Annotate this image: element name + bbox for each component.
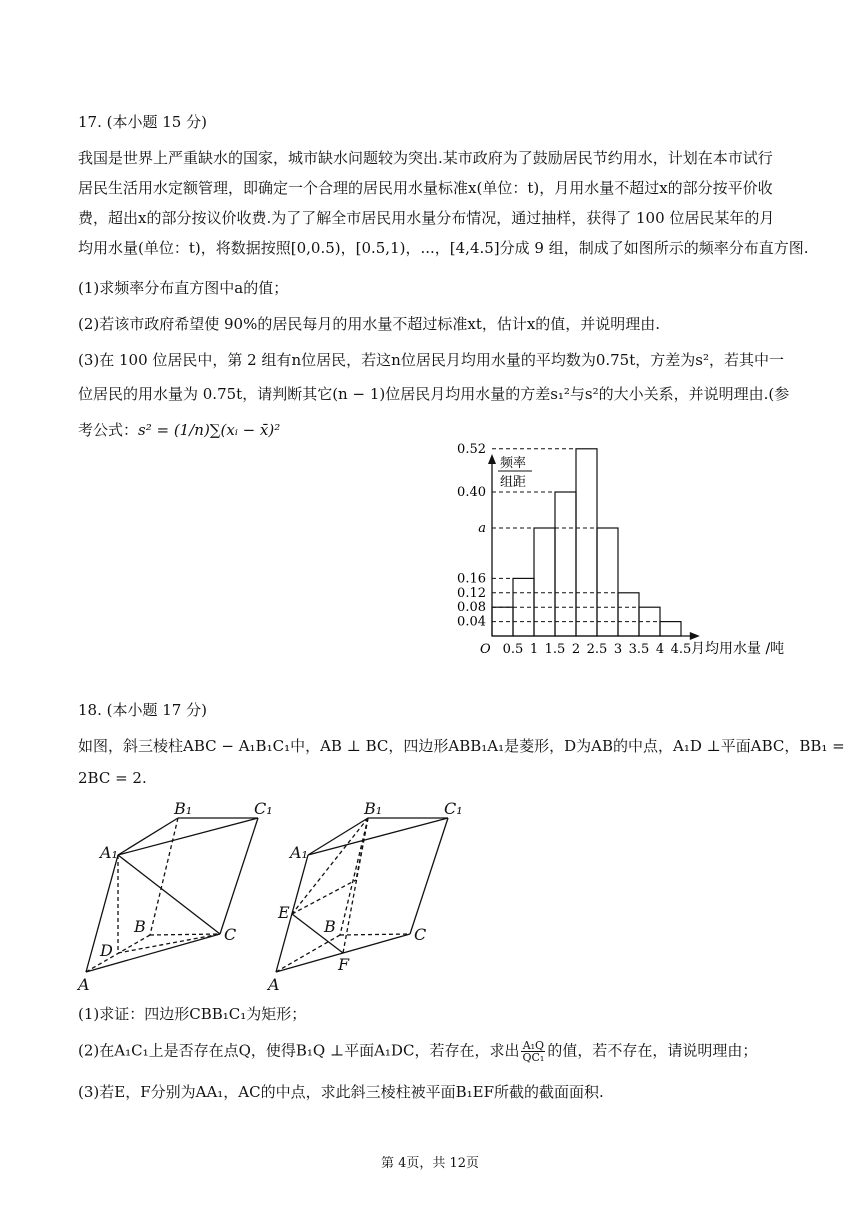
y-axis-label-bottom: 组距 [500,475,527,490]
q17-subquestion-1: (1)求频率分布直方图中a的值； [78,279,289,297]
edge-A1B1 [118,818,178,855]
x-tick-label-2: 1 [529,642,539,657]
x-tick-label-5: 2.5 [586,642,608,657]
histogram-bar-9 [660,622,681,636]
fig2-label-E: E [278,903,290,922]
fig2-label-B: B [324,917,336,936]
ratio-denominator: QC₁ [522,1051,545,1064]
fig2-label-C1: C₁ [444,799,463,818]
fig2-label-A: A [268,975,280,994]
q17-paragraph-line-1: 我国是世界上严重缺水的国家，城市缺水问题较为突出.某市政府为了鼓励居民节约用水，计划在本市试行 [78,149,773,167]
page-footer: 第 4页，共 12页 [380,1156,480,1171]
y-tick-label-4: 0.16 [457,571,486,587]
y-tick-label-2: 0.40 [457,485,486,500]
prism-figures [78,800,488,992]
histogram-bar-6 [597,528,618,636]
origin-label: O [480,642,491,657]
fig1-label-B1: B₁ [174,799,193,818]
x-tick-label-4: 2 [571,642,581,657]
histogram-bar-3 [534,528,555,636]
q17-paragraph-line-3: 费，超出x的部分按议价收费.为了了解全市居民用水量分布情况，通过抽样，获得了 100 位居民某年的月 [78,209,775,227]
histogram-bar-4 [555,492,576,636]
fig2-label-A1: A₁ [290,843,308,862]
q17-header: 17. (本小题 15 分) [78,113,207,131]
frequency-histogram [452,441,792,670]
fig1-label-D: D [100,941,113,960]
y-tick-label-7: 0.04 [457,614,486,630]
fig1-label-A1: A₁ [100,843,118,862]
x-tick-label-9: 4.5 [670,642,692,657]
x-axis-label: 月均用水量 /吨 [691,641,785,657]
prism-figures-svg [78,800,488,992]
histogram-bar-7 [618,593,639,636]
q18-subquestion-3: (3)若E，F分别为AA₁，AC的中点，求此斜三棱柱被平面B₁EF所截的截面面积. [78,1083,604,1101]
x-tick-label-8: 4 [655,642,665,657]
q18-s2-suffix: 的值，若不存在，请说明理由； [547,1041,758,1060]
y-axis-label-top: 频率 [500,456,527,471]
y-tick-label-5: 0.12 [457,585,486,601]
q18-s2-prefix: (2)在A₁C₁上是否存在点Q，使得B₁Q ⊥平面A₁DC，若存在，求出 [78,1041,520,1060]
fig2-label-B1: B₁ [364,799,383,818]
q17-subquestion-3-line-2: 位居民的用水量为 0.75t，请判断其它(n − 1)位居民月均用水量的方差s₁²与s²的大小关系，并说明理由.(参 [78,385,790,403]
q18-ratio-fraction [521,1040,545,1063]
q17-subquestion-3-line-1: (3)在 100 位居民中，第 2 组有n位居民，若这n位居民月均用水量的平均数为0.75t，方差为s²，若其中一 [78,351,784,369]
x-tick-label-7: 3.5 [628,642,650,657]
q18-subquestion-1: (1)求证：四边形CBB₁C₁为矩形； [78,1005,307,1023]
q18-header: 18. (本小题 17 分) [78,701,207,719]
q17-variance-formula: s² = (1/n)∑(xᵢ − x̄)² [138,421,281,439]
y-tick-label-6: 0.08 [457,600,486,616]
histogram-bar-5 [576,449,597,636]
q17-subquestion-3-line-3 [78,420,280,440]
figure-2-labels [266,799,463,994]
fig2-label-C: C [414,925,427,944]
q17-paragraph-line-2: 居民生活用水定额管理，即确定一个合理的居民用水量标准x(单位：t)，月用水量不超过x的部分按平价收 [78,179,773,197]
q18-paragraph-line-1: 如图，斜三棱柱ABC − A₁B₁C₁中，AB ⊥ BC，四边形ABB₁A₁是菱形，D为AB的中点，A₁D ⊥平面ABC，BB₁ = [78,737,845,755]
x-tick-label-6: 3 [613,642,623,657]
figure-1-labels [76,799,273,994]
q18-paragraph-line-2: 2BC = 2. [78,769,147,787]
q17-reference-prefix: 考公式： [78,421,139,439]
fig2-label-F: F [338,955,350,974]
y-tick-label-3: a [478,521,486,536]
fig1-label-C: C [224,925,237,944]
q17-subquestion-2: (2)若该市政府希望使 90%的居民每月的用水量不超过标准xt，估计x的值，并说明理由. [78,315,661,333]
histogram-svg [452,441,792,670]
q17-paragraph-line-4: 均用水量(单位：t)，将数据按照[0,0.5)，[0.5,1)，...，[4,4.5]分成 9 组，制成了如图所示的频率分布直方图. [78,239,809,257]
q18-subquestion-2 [78,1040,757,1063]
x-tick-label-3: 1.5 [544,642,566,657]
x-tick-label-1: 0.5 [502,642,524,657]
fig1-label-C1: C₁ [254,799,273,818]
fig1-label-B: B [134,917,146,936]
y-axis-arrow [488,454,496,464]
edge-C1C [220,818,258,934]
x-axis-arrow [690,632,700,640]
y-tick-label-1: 0.52 [457,441,486,457]
fig1-label-A: A [78,975,90,994]
ratio-numerator: A₁Q [522,1039,545,1052]
edge-A1C1 [118,818,258,855]
prism-figure-2 [276,818,448,972]
